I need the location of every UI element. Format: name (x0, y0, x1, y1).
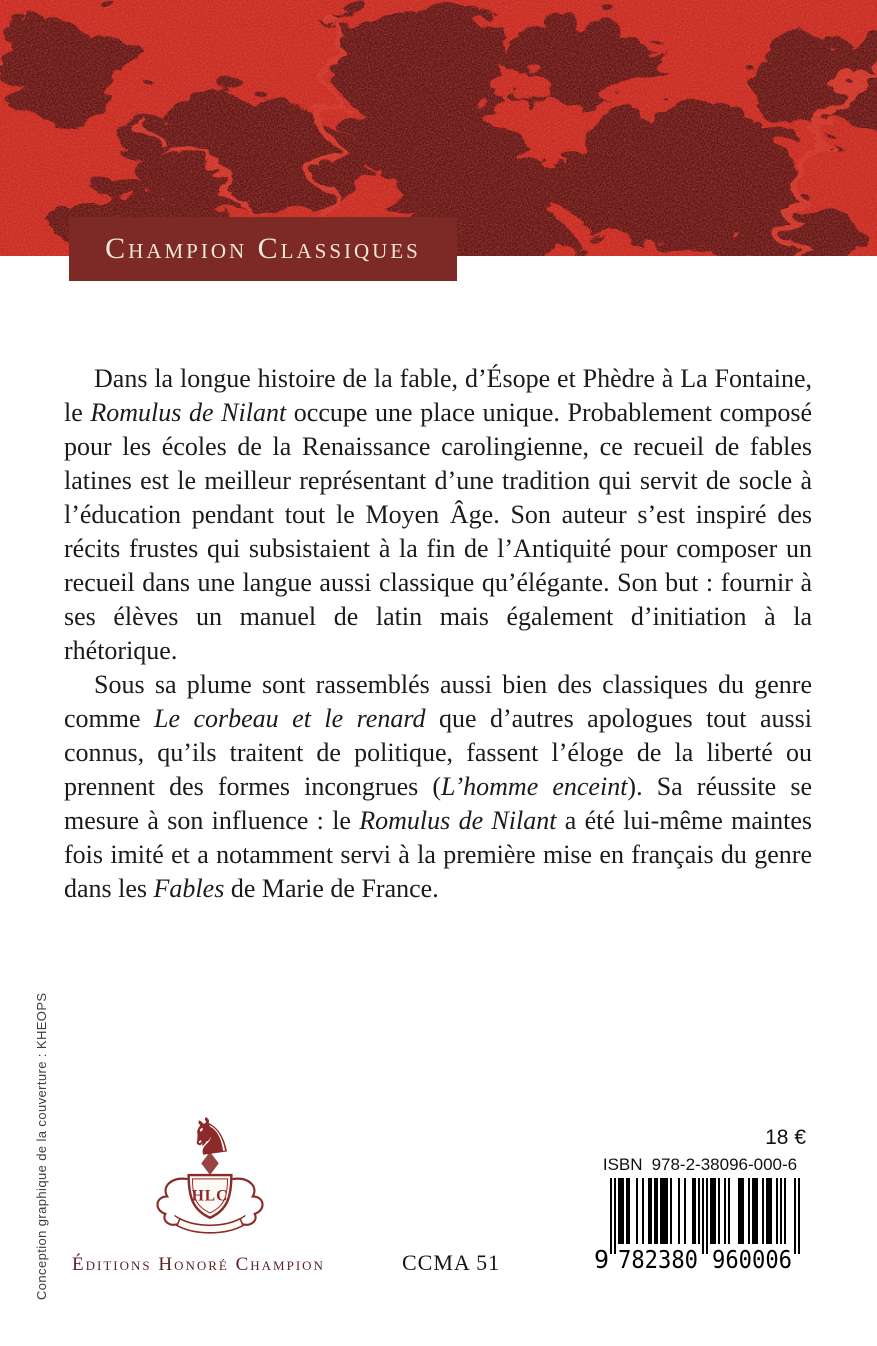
logo-ribbon (177, 1219, 243, 1233)
price: 18 € (765, 1126, 806, 1149)
logo-monogram: HLC (191, 1187, 229, 1205)
publisher-logo (142, 1104, 278, 1248)
design-credit-vertical: Conception graphique de la couverture : KHEOPS (34, 992, 49, 1300)
back-cover-paragraph: Sous sa plume sont rassemblés aussi bien des classiques du genre comme Le corbeau et le renard que d’autres apologues tout aussi connus, qu’ils traitent de politique, fassent l’éloge de la liberté ou prennent des formes incongrues (L’homme enceint). Sa réussite se mesure à son influence : le Romulus de Nilant a été lui-même maintes fois imité et a notamment servi à la première mise en français du genre dans les Fables de Marie de France. (64, 670, 812, 903)
collection-banner (69, 217, 457, 281)
isbn-label: ISBN (602, 1155, 643, 1174)
isbn-line (592, 1155, 808, 1175)
isbn-number: 978-2-38096-000-6 (651, 1155, 798, 1174)
collection-code: CCMA 51 (402, 1250, 501, 1275)
barcode-digits: 782380 (618, 1245, 698, 1274)
barcode-block (592, 1126, 808, 1274)
ean13-barcode (592, 1178, 804, 1274)
collection-banner-label: Champion Classiques (105, 232, 421, 265)
barcode-digits: 960006 (712, 1245, 792, 1274)
back-text (64, 362, 812, 906)
back-cover-paragraph: Dans la longue histoire de la fable, d’Ésope et Phèdre à La Fontaine, le Romulus de Nilant occupe une place unique. Probablement composé pour les écoles de la Renaissance carolingienne, ce recueil de fables latines est le meilleur représentant d’une tradition qui servit de socle à l’éducation pendant tout le Moyen Âge. Son auteur s’est inspiré des récits frustes qui subsistaient à la fin de l’Antiquité pour composer un recueil dans une langue aussi classique qu’élégante. Son but : fournir à ses élèves un manuel de latin mais également d’initiation à la rhétorique. (64, 364, 812, 665)
publisher-name: Éditions Honoré Champion (72, 1254, 325, 1275)
barcode-digits: 9 (594, 1245, 610, 1274)
horse-crest-logo (142, 1104, 278, 1248)
horse-icon: ♞ (183, 1104, 237, 1169)
